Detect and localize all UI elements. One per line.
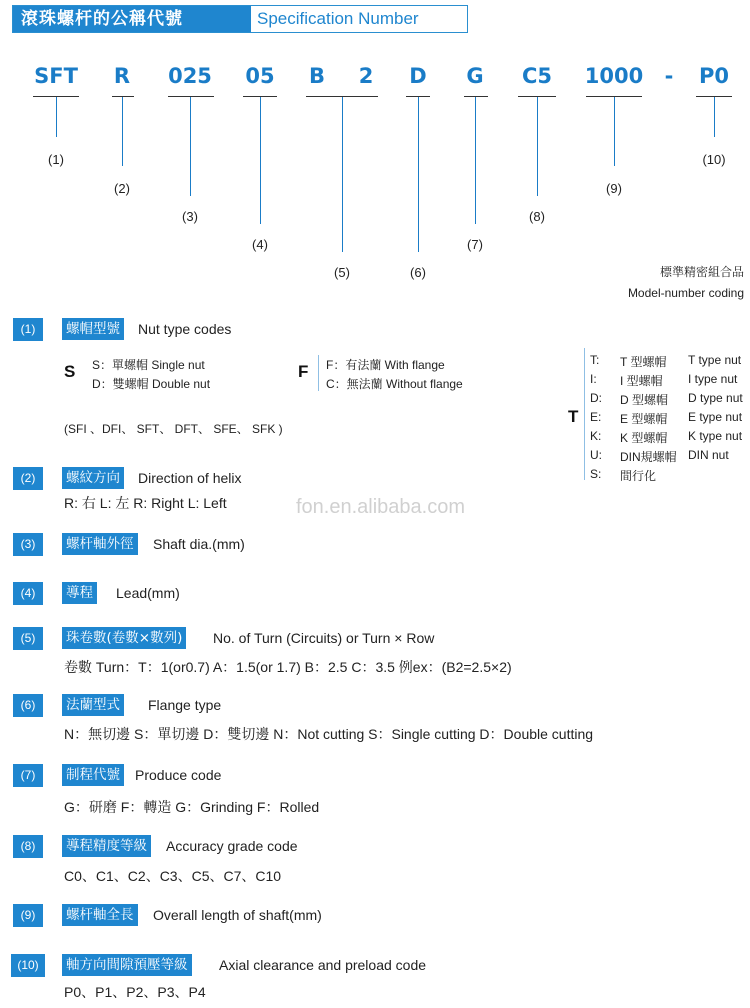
- nut-f-row-1: F：有法蘭 With flange: [326, 358, 445, 372]
- section-3-title-zh: 螺杆軸外徑: [62, 533, 138, 555]
- t-zh-1: T 型螺帽: [620, 355, 667, 369]
- t-code-1: T:: [590, 353, 600, 367]
- index-9: (9): [606, 181, 622, 196]
- code-part-11: P0: [698, 64, 730, 88]
- section-6-title-zh: 法蘭型式: [62, 694, 124, 716]
- connector-10: [714, 97, 715, 137]
- header-title-zh: 滾珠螺杆的公稱代號: [13, 6, 251, 32]
- section-6-detail: N：無切邊 S：單切邊 D：雙切邊 N：Not cutting S：Single cutting D：Double cutting: [64, 726, 594, 742]
- t-code-5: K:: [590, 429, 602, 443]
- section-4-title-zh: 導程: [62, 582, 97, 604]
- code-part-9: C5: [521, 64, 553, 88]
- code-part-3: 025: [168, 64, 212, 88]
- t-code-7: S:: [590, 467, 602, 481]
- index-1: (1): [48, 152, 64, 167]
- section-6-badge: (6): [13, 694, 43, 717]
- connector-8: [537, 97, 538, 196]
- underline-3: [168, 96, 214, 97]
- section-10-title-en: Axial clearance and preload code: [219, 957, 427, 973]
- section-7-badge: (7): [13, 764, 43, 787]
- t-en-1: T type nut: [688, 353, 742, 367]
- section-10-badge: (10): [11, 954, 45, 977]
- section-7-title-en: Produce code: [135, 767, 222, 783]
- section-5-title-zh: 珠卷數(卷數×數列): [62, 627, 186, 649]
- divider: [318, 355, 319, 391]
- index-4: (4): [252, 237, 268, 252]
- connector-7: [475, 97, 476, 224]
- section-7-detail: G：研磨 F：轉造 G：Grinding F：Rolled: [64, 799, 320, 815]
- t-en-2: I type nut: [688, 372, 738, 386]
- code-part-4: 05: [245, 64, 275, 88]
- t-zh-7: 間行化: [620, 469, 657, 483]
- section-2-badge: (2): [13, 467, 43, 490]
- section-2-title-en: Direction of helix: [138, 470, 242, 486]
- section-5-detail: 卷數 Turn：T：1(or0.7) A：1.5(or 1.7) B：2.5 C：3.5 例ex：(B2=2.5×2): [64, 659, 512, 675]
- t-zh-2: I 型螺帽: [620, 374, 663, 388]
- section-5-badge: (5): [13, 627, 43, 650]
- connector-1: [56, 97, 57, 137]
- nut-letter-f: F: [298, 362, 309, 381]
- underline-7: [464, 96, 488, 97]
- connector-5: [342, 97, 343, 252]
- section-9-title-zh: 螺杆軸全長: [62, 904, 138, 926]
- section-3-badge: (3): [13, 533, 43, 556]
- connector-6: [418, 97, 419, 252]
- t-en-4: E type nut: [688, 410, 743, 424]
- section-10-detail: P0、P1、P2、P3、P4: [64, 984, 206, 1000]
- nut-letter-s: S: [64, 362, 76, 381]
- index-6: (6): [410, 265, 426, 280]
- nut-f-row-2: C：無法蘭 Without flange: [326, 377, 463, 391]
- connector-9: [614, 97, 615, 166]
- section-3-title-en: Shaft dia.(mm): [153, 536, 245, 552]
- index-5: (5): [334, 265, 350, 280]
- section-8-title-en: Accuracy grade code: [166, 838, 298, 854]
- t-zh-5: K 型螺帽: [620, 431, 668, 445]
- t-zh-3: D 型螺帽: [620, 393, 669, 407]
- connector-4: [260, 97, 261, 224]
- section-1-title-en: Nut type codes: [138, 321, 232, 337]
- nut-s-row-1: S：單螺帽 Single nut: [92, 358, 205, 372]
- t-zh-6: DIN規螺帽: [620, 450, 677, 464]
- code-part-5: B: [308, 64, 326, 88]
- connector-2: [122, 97, 123, 166]
- index-7: (7): [467, 237, 483, 252]
- section-2-title-zh: 螺紋方向: [62, 467, 124, 489]
- model-label-en: Model-number coding: [627, 286, 744, 300]
- section-4-title-en: Lead(mm): [116, 585, 180, 601]
- code-separator: -: [664, 64, 674, 88]
- index-10: (10): [702, 152, 726, 167]
- t-zh-4: E 型螺帽: [620, 412, 668, 426]
- section-5-title-en: No. of Turn (Circuits) or Turn × Row: [213, 630, 435, 646]
- t-en-5: K type nut: [688, 429, 743, 443]
- code-part-1: SFT: [34, 64, 78, 88]
- section-6-title-en: Flange type: [148, 697, 222, 713]
- spec-header: [12, 5, 468, 33]
- t-code-2: I:: [590, 372, 597, 386]
- t-en-3: D type nut: [688, 391, 743, 405]
- index-3: (3): [182, 209, 198, 224]
- index-8: (8): [529, 209, 545, 224]
- t-bracket: [584, 348, 585, 480]
- connector-3: [190, 97, 191, 196]
- code-part-8: G: [466, 64, 484, 88]
- section-2-detail: R: 右 L: 左 R: Right L: Left: [64, 495, 227, 511]
- code-part-10: 1000: [584, 64, 644, 88]
- code-part-6: 2: [358, 64, 374, 88]
- nut-series-list: (SFI 、DFI、 SFT、 DFT、 SFE、 SFK ): [64, 422, 283, 436]
- underline-2: [112, 96, 134, 97]
- t-code-6: U:: [590, 448, 602, 462]
- section-7-title-zh: 制程代號: [62, 764, 124, 786]
- index-2: (2): [114, 181, 130, 196]
- t-code-4: E:: [590, 410, 602, 424]
- watermark: fon.en.alibaba.com: [296, 496, 466, 518]
- nut-s-row-2: D：雙螺帽 Double nut: [92, 377, 211, 391]
- t-en-6: DIN nut: [688, 448, 729, 462]
- section-9-badge: (9): [13, 904, 43, 927]
- code-part-2: R: [113, 64, 131, 88]
- model-label-zh: 標準精密組合品: [659, 265, 744, 279]
- section-8-detail: C0、C1、C2、C3、C5、C7、C10: [64, 868, 282, 884]
- section-4-badge: (4): [13, 582, 43, 605]
- section-9-title-en: Overall length of shaft(mm): [153, 907, 322, 923]
- section-10-title-zh: 軸方向間隙預壓等級: [62, 954, 192, 976]
- header-title-en: Specification Number: [257, 9, 419, 28]
- nut-letter-t: T: [568, 407, 579, 426]
- section-8-badge: (8): [13, 835, 43, 858]
- section-1-badge: (1): [13, 318, 43, 341]
- section-8-title-zh: 導程精度等級: [62, 835, 151, 857]
- section-1-title-zh: 螺帽型號: [62, 318, 124, 340]
- code-part-7: D: [409, 64, 427, 88]
- t-code-3: D:: [590, 391, 602, 405]
